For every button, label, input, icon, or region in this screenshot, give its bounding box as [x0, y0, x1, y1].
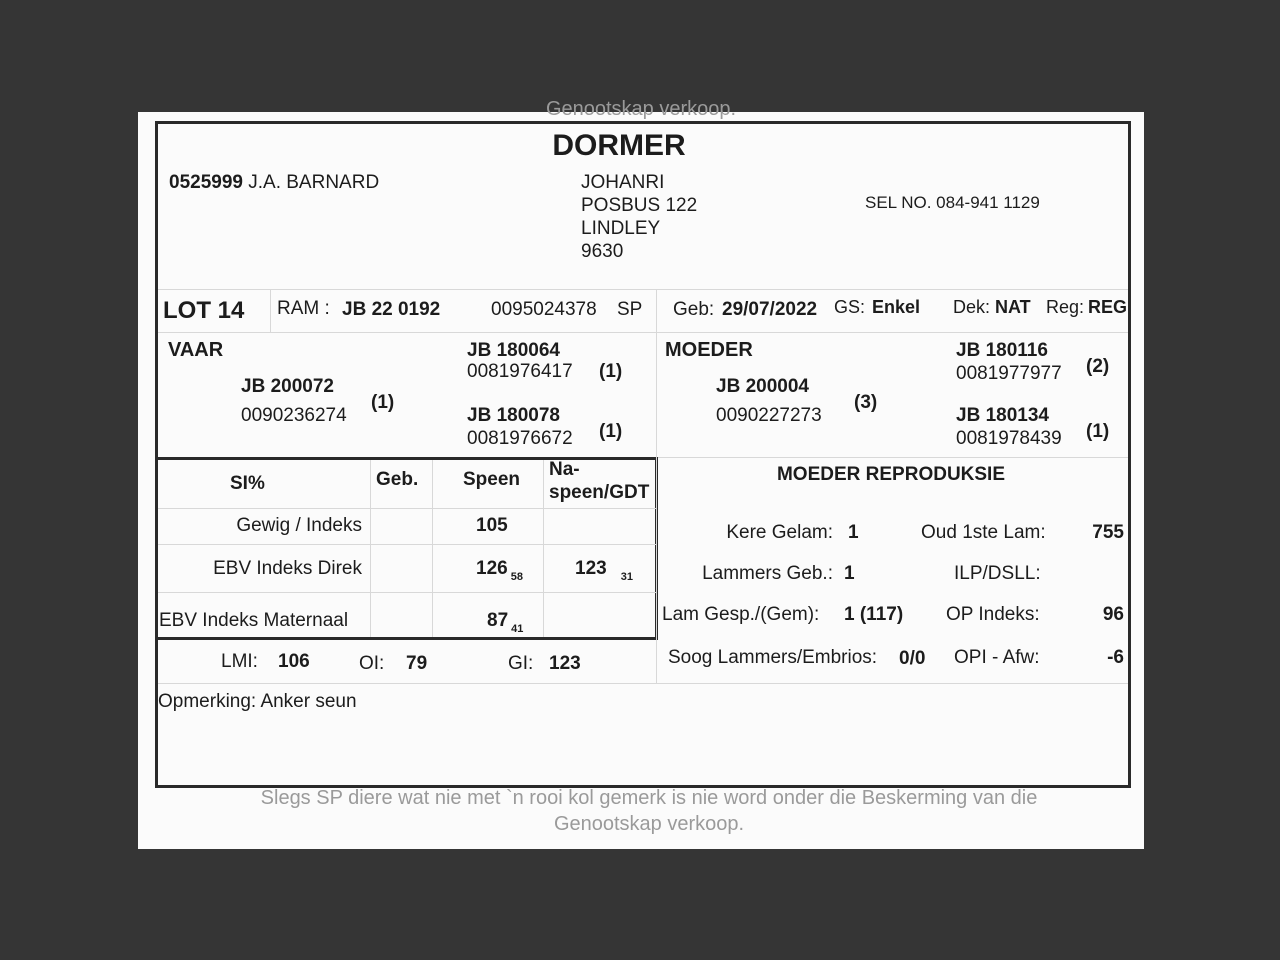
reg-label: Reg:: [1046, 297, 1085, 317]
moeder-label: MOEDER: [665, 339, 753, 361]
remark-text: Anker seun: [260, 691, 357, 712]
catalog-card-page: [138, 98, 1144, 849]
speen-header: Speen: [463, 469, 521, 490]
kere-gelam-label: Kere Gelam:: [726, 522, 833, 543]
reg-value: REG: [1088, 297, 1128, 317]
soog-label: Soog Lammers/Embrios:: [668, 647, 878, 668]
lam-gesp-value: 1 (117): [844, 604, 904, 625]
remark: [158, 691, 357, 713]
op-indeks-value: 96: [1102, 604, 1124, 625]
address-line-3: LINDLEY: [581, 218, 661, 239]
lmi-value: 106: [278, 651, 310, 672]
moeder-number: 0090227273: [716, 405, 822, 426]
dek-value: NAT: [995, 297, 1031, 317]
naspeen-header-1: Na-: [549, 459, 580, 480]
ilp-dsll-label: ILP/DSLL:: [954, 563, 1041, 584]
op-indeks-label: OP Indeks:: [946, 604, 1040, 625]
opi-afw-label: OPI - Afw:: [954, 647, 1040, 668]
vaar-sire-id: JB 180064: [467, 340, 560, 361]
oud-lam-value: 755: [1092, 522, 1124, 543]
gs-value: Enkel: [872, 297, 921, 317]
vaar-id: JB 200072: [241, 376, 334, 397]
ram-label: RAM :: [277, 298, 330, 319]
row-gewig-label: Gewig / Indeks: [236, 515, 362, 536]
vaar-score: (1): [371, 392, 395, 413]
geb-date: 29/07/2022: [722, 299, 818, 320]
oi-value: 79: [406, 653, 428, 674]
vaar-dam-score: (1): [599, 421, 623, 442]
remark-label: Opmerking:: [158, 691, 257, 712]
row-ebv-maternaal-label: EBV Indeks Maternaal: [159, 610, 349, 631]
kere-gelam-value: 1: [848, 522, 859, 543]
reproduksie-title: MOEDER REPRODUKSIE: [776, 464, 1006, 485]
si-header: SI%: [230, 473, 265, 494]
lammers-geb-label: Lammers Geb.:: [702, 563, 833, 584]
ram-id: JB 22 0192: [342, 299, 441, 320]
oi-label: OI:: [359, 653, 385, 674]
address-line-2: POSBUS 122: [581, 195, 698, 216]
vaar-label: VAAR: [168, 339, 224, 361]
geb-label: Geb:: [673, 299, 715, 320]
vaar-sire-score: (1): [599, 361, 623, 382]
lammers-geb-value: 1: [844, 563, 855, 584]
moeder-sire-score: (2): [1086, 356, 1110, 377]
breeder-id: 0525999: [169, 172, 243, 193]
lot-number: LOT 14: [163, 297, 245, 324]
moeder-dam-score: (1): [1086, 421, 1110, 442]
top-cut-text: Genootskap verkoop.: [545, 98, 737, 120]
vaar-sire-number: 0081976417: [467, 361, 573, 382]
naspeen-header-2: speen/GDT: [549, 482, 650, 503]
vaar-dam-number: 0081976672: [467, 428, 573, 449]
row-ebv-direk-naspeen: 123 $_{31}$: [575, 558, 633, 583]
oud-lam-label: Oud 1ste Lam:: [921, 522, 1046, 543]
ram-reg-number: 0095024378: [491, 299, 597, 320]
vaar-dam-id: JB 180078: [467, 405, 560, 426]
phone-number: SEL NO. 084-941 1129: [865, 193, 1040, 212]
moeder-id: JB 200004: [716, 376, 809, 397]
soog-value: 0/0: [899, 648, 926, 669]
lam-gesp-label: Lam Gesp./(Gem):: [662, 604, 820, 625]
moeder-dam-number: 0081978439: [956, 428, 1062, 449]
breed-title: DORMER: [552, 129, 686, 162]
moeder-sire-number: 0081977977: [956, 363, 1062, 384]
row-ebv-direk-label: EBV Indeks Direk: [213, 558, 362, 579]
gs-label: GS:: [834, 297, 866, 317]
row-ebv-direk-speen: 126 $_{58}$: [476, 558, 523, 583]
address-line-4: 9630: [581, 241, 624, 262]
sp-marker: SP: [617, 299, 643, 320]
row-gewig-speen: 105: [476, 515, 508, 536]
moeder-score: (3): [854, 392, 878, 413]
gi-value: 123: [549, 653, 581, 674]
geb-header: Geb.: [376, 469, 419, 490]
opi-afw-value: -6: [1107, 647, 1124, 668]
footer-line-2: Genootskap verkoop.: [553, 813, 745, 835]
breeder-info: [169, 172, 379, 194]
moeder-sire-id: JB 180116: [956, 340, 1048, 361]
vaar-number: 0090236274: [241, 405, 347, 426]
lmi-label: LMI:: [221, 651, 258, 672]
moeder-dam-id: JB 180134: [956, 405, 1049, 426]
footer-line-1: Slegs SP diere wat nie met `n rooi kol gemerk is nie word onder die Beskerming van die: [260, 787, 1038, 809]
dek-label: Dek:: [953, 297, 991, 317]
row-ebv-maternaal-speen: 87 $_{41}$: [487, 610, 524, 635]
breeder-name: J.A. BARNARD: [248, 172, 380, 193]
address-line-1: JOHANRI: [581, 172, 665, 193]
gi-label: GI:: [508, 653, 534, 674]
